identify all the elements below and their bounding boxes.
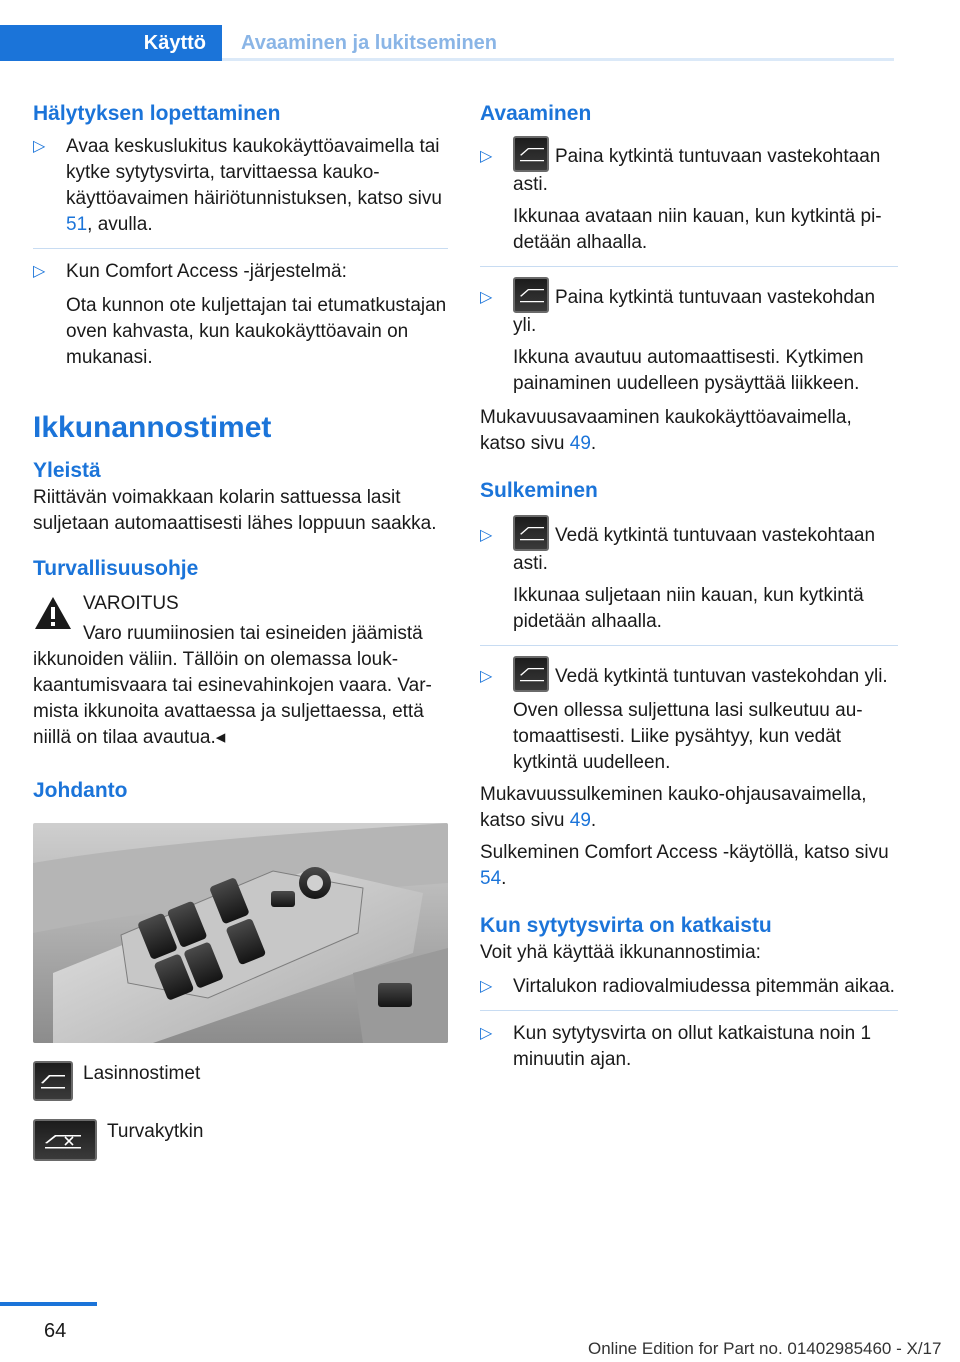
close-bullet-2: ▷ Vedä kytkintä tuntuvan vastekohdan yli. <box>480 656 898 692</box>
close-bullet-1-text: Ikkunaa suljetaan niin kauan, kun kytkintä pidetään alhaalla. <box>513 585 864 632</box>
safety-switch-icon <box>33 1119 97 1161</box>
bullet-divider <box>480 266 898 267</box>
close-bullet-2-text: Oven ollessa suljettuna lasi sulkeutuu automaattisesti. Liike pysähtyy, kun vedät kytkintä uudelleen. <box>513 700 863 773</box>
bullet-triangle-icon: ▷ <box>480 668 493 685</box>
open-bullet-1: ▷ Paina kytkintä tuntuvaan vastekohtaan asti. <box>480 136 898 198</box>
header-tab-active <box>0 25 222 61</box>
legend-safety-switch-label: Turvakytkin <box>107 1121 204 1142</box>
open-remote-text: Mukavuusavaaminen kaukokäyttöavaimella, katso sivu 49. <box>480 407 852 454</box>
warning-block <box>33 591 448 617</box>
edition-note: Online Edition for Part no. 01402985460 - X/17 <box>588 1339 942 1358</box>
header-tab-section <box>222 25 894 61</box>
page-link-51[interactable]: 51 <box>66 214 88 235</box>
intro-heading: Johdanto <box>33 779 128 802</box>
bullet-triangle-icon: ▷ <box>480 148 493 165</box>
header-tab-section-label: Avaaminen ja lukitseminen <box>241 32 498 54</box>
warning-text: Varo ruumiinosien tai esineiden jäämistä ikkunoiden väliin. Tällöin on olemassa loukkaantumisvaara tai esinevahinkojen vaara. Varmista ikkunoita avattaessa ja suljettaessa, että niillä on tilaa avautua.◂ <box>33 623 432 748</box>
page-number: 64 <box>44 1320 67 1342</box>
door-panel-image <box>33 823 448 1043</box>
alarm-stop-heading: Hälytyksen lopettaminen <box>33 102 281 125</box>
bullet-triangle-icon: ▷ <box>480 289 493 306</box>
closing-heading: Sulkeminen <box>480 479 598 502</box>
legend-safety-switch <box>33 1119 448 1163</box>
bullet-triangle-icon: ▷ <box>480 978 493 995</box>
legend-window-lifts-label: Lasinnostimet <box>83 1063 201 1084</box>
bullet-divider <box>480 1010 898 1011</box>
general-text: Riittävän voimakkaan kolarin sattuessa lasit suljetaan automaattisesti lähes loppuun saakka. <box>33 487 437 534</box>
bullet-triangle-icon: ▷ <box>480 1025 493 1042</box>
window-switch-icon <box>513 656 549 692</box>
page-link-49[interactable]: 49 <box>569 810 591 831</box>
general-heading: Yleistä <box>33 459 101 482</box>
opening-heading: Avaaminen <box>480 102 592 125</box>
window-switch-photo <box>33 823 448 1043</box>
open-bullet-2: ▷ Paina kytkintä tuntuvaan vastekohdan yli. <box>480 277 898 339</box>
open-bullet-1-text: Ikkunaa avataan niin kauan, kun kytkintä pidetään alhaalla. <box>513 206 882 253</box>
window-switch-icon <box>33 1061 73 1101</box>
ignition-off-heading: Kun sytytysvirta on katkaistu <box>480 914 772 937</box>
ignition-off-text: Voit yhä käyttää ikkunannostimia: <box>480 942 761 963</box>
bullet-divider <box>480 645 898 646</box>
alarm-bullet-2: ▷ Kun Comfort Access -järjestelmä: <box>33 259 448 285</box>
close-comfort-text: Sulkeminen Comfort Access -käytöllä, katso sivu 54. <box>480 842 889 889</box>
page-link-54[interactable]: 54 <box>480 868 502 889</box>
window-switch-icon <box>513 136 549 172</box>
close-bullet-1: ▷ Vedä kytkintä tuntuvaan vastekohtaan asti. <box>480 515 898 577</box>
page-link-49[interactable]: 49 <box>569 433 591 454</box>
header-tab-active-label: Käyttö <box>143 32 206 54</box>
bullet-triangle-icon: ▷ <box>33 263 46 280</box>
safety-heading: Turvallisuusohje <box>33 557 199 580</box>
bullet-triangle-icon: ▷ <box>33 138 46 155</box>
alarm-bullet-2-text: Ota kunnon ote kuljettajan tai etumatkustajan oven kahvasta, kun kaukokäyttöavain on mukanasi. <box>66 295 447 368</box>
window-switch-icon <box>513 277 549 313</box>
bullet-divider <box>33 248 448 249</box>
window-switch-icon <box>513 515 549 551</box>
open-bullet-2-text: Ikkuna avautuu automaattisesti. Kytkimen painaminen uudelleen pysäyttää liikkeen. <box>513 347 864 394</box>
warning-label: VAROITUS <box>83 593 179 614</box>
alarm-bullet-1: ▷ Avaa keskuslukitus kaukokäyttöavaimella tai kytke sytytysvirta, tarvittaessa kaukokäyttöavaimen häiriötunnistuksen, katso sivu 51, avulla. <box>33 136 442 235</box>
footer-rule <box>0 1302 97 1306</box>
close-remote-text: Mukavuussulkeminen kauko-ohjausavaimella, katso sivu 49. <box>480 784 867 831</box>
section-title: Ikkunannostimet <box>33 411 272 444</box>
legend-window-lifts <box>33 1061 448 1105</box>
left-column <box>33 100 448 1163</box>
warning-triangle-icon <box>33 595 73 631</box>
ignition-bullet-2: ▷ Kun sytytysvirta on ollut katkaistuna noin 1 minuutin ajan. <box>480 1023 872 1070</box>
right-column <box>480 100 898 1073</box>
ignition-bullet-1: ▷ Virtalukon radiovalmiudessa pitemmän aikaa. <box>480 974 898 1000</box>
header-rule <box>222 58 894 61</box>
bullet-triangle-icon: ▷ <box>480 527 493 544</box>
